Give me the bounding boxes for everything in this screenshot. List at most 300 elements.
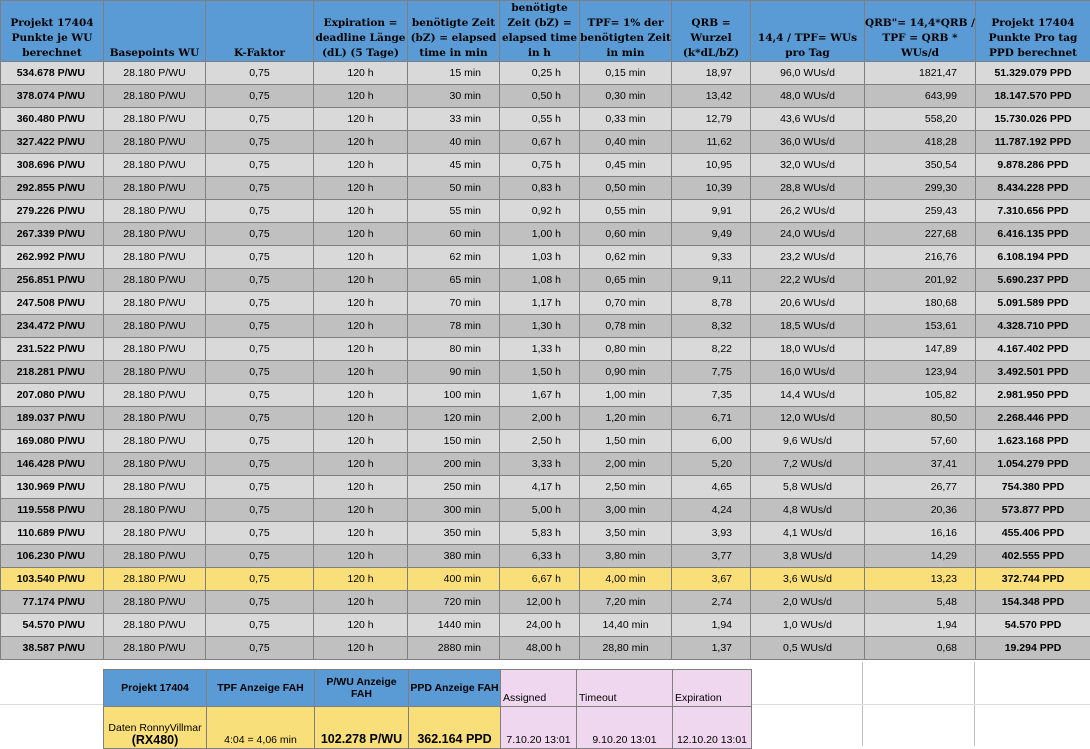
cell-elapsed-h[interactable]: 24,00 h [500,614,580,637]
cell-points-per-wu[interactable]: 234.472 P/WU [1,315,104,338]
cell-basepoints[interactable]: 28.180 P/WU [104,591,206,614]
cell-elapsed-h[interactable]: 1,00 h [500,223,580,246]
cell-qrb[interactable]: 18,97 [672,62,751,85]
cell-wus-per-day[interactable]: 28,8 WUs/d [751,177,865,200]
cell-basepoints[interactable]: 28.180 P/WU [104,131,206,154]
cell-qrb2[interactable]: 216,76 [865,246,976,269]
cell-k-factor[interactable]: 0,75 [206,637,314,660]
cell-wus-per-day[interactable]: 23,2 WUs/d [751,246,865,269]
cell-wus-per-day[interactable]: 43,6 WUs/d [751,108,865,131]
cell-basepoints[interactable]: 28.180 P/WU [104,154,206,177]
cell-expiration[interactable]: 120 h [314,499,408,522]
cell-basepoints[interactable]: 28.180 P/WU [104,637,206,660]
cell-qrb2[interactable]: 57,60 [865,430,976,453]
cell-k-factor[interactable]: 0,75 [206,384,314,407]
cell-qrb[interactable]: 3,67 [672,568,751,591]
cell-qrb2[interactable]: 643,99 [865,85,976,108]
cell-expiration[interactable]: 120 h [314,476,408,499]
cell-elapsed-min[interactable]: 2880 min [408,637,500,660]
cell-k-factor[interactable]: 0,75 [206,223,314,246]
cell-qrb[interactable]: 7,75 [672,361,751,384]
cell-k-factor[interactable]: 0,75 [206,315,314,338]
cell-wus-per-day[interactable]: 32,0 WUs/d [751,154,865,177]
cell-points-per-wu[interactable]: 189.037 P/WU [1,407,104,430]
cell-k-factor[interactable]: 0,75 [206,568,314,591]
cell-expiration[interactable]: 120 h [314,430,408,453]
cell-qrb[interactable]: 3,93 [672,522,751,545]
footer-assigned-value[interactable]: 7.10.20 13:01 [501,707,577,749]
cell-points-per-wu[interactable]: 106.230 P/WU [1,545,104,568]
cell-wus-per-day[interactable]: 12,0 WUs/d [751,407,865,430]
cell-tpf[interactable]: 28,80 min [580,637,672,660]
cell-qrb2[interactable]: 5,48 [865,591,976,614]
cell-ppd[interactable]: 2.268.446 PPD [976,407,1090,430]
cell-k-factor[interactable]: 0,75 [206,361,314,384]
cell-tpf[interactable]: 3,80 min [580,545,672,568]
cell-elapsed-min[interactable]: 120 min [408,407,500,430]
header-tpf[interactable]: TPF= 1% der benötigten Zeit in min [580,1,672,62]
cell-elapsed-min[interactable]: 250 min [408,476,500,499]
cell-ppd[interactable]: 18.147.570 PPD [976,85,1090,108]
cell-k-factor[interactable]: 0,75 [206,614,314,637]
cell-wus-per-day[interactable]: 3,6 WUs/d [751,568,865,591]
cell-qrb2[interactable]: 1,94 [865,614,976,637]
cell-expiration[interactable]: 120 h [314,154,408,177]
cell-expiration[interactable]: 120 h [314,131,408,154]
cell-elapsed-min[interactable]: 40 min [408,131,500,154]
cell-wus-per-day[interactable]: 4,8 WUs/d [751,499,865,522]
cell-elapsed-min[interactable]: 15 min [408,62,500,85]
cell-points-per-wu[interactable]: 267.339 P/WU [1,223,104,246]
cell-elapsed-h[interactable]: 6,67 h [500,568,580,591]
cell-elapsed-h[interactable]: 3,33 h [500,453,580,476]
cell-wus-per-day[interactable]: 2,0 WUs/d [751,591,865,614]
cell-qrb2[interactable]: 153,61 [865,315,976,338]
cell-elapsed-h[interactable]: 2,00 h [500,407,580,430]
cell-elapsed-min[interactable]: 300 min [408,499,500,522]
cell-ppd[interactable]: 3.492.501 PPD [976,361,1090,384]
cell-qrb[interactable]: 4,24 [672,499,751,522]
cell-wus-per-day[interactable]: 96,0 WUs/d [751,62,865,85]
cell-k-factor[interactable]: 0,75 [206,85,314,108]
cell-expiration[interactable]: 120 h [314,591,408,614]
cell-elapsed-min[interactable]: 350 min [408,522,500,545]
cell-elapsed-min[interactable]: 720 min [408,591,500,614]
cell-basepoints[interactable]: 28.180 P/WU [104,246,206,269]
cell-basepoints[interactable]: 28.180 P/WU [104,338,206,361]
cell-basepoints[interactable]: 28.180 P/WU [104,108,206,131]
cell-points-per-wu[interactable]: 169.080 P/WU [1,430,104,453]
cell-ppd[interactable]: 372.744 PPD [976,568,1090,591]
cell-wus-per-day[interactable]: 22,2 WUs/d [751,269,865,292]
cell-qrb2[interactable]: 16,16 [865,522,976,545]
cell-qrb2[interactable]: 227,68 [865,223,976,246]
cell-ppd[interactable]: 19.294 PPD [976,637,1090,660]
cell-elapsed-h[interactable]: 1,30 h [500,315,580,338]
cell-expiration[interactable]: 120 h [314,62,408,85]
cell-tpf[interactable]: 1,00 min [580,384,672,407]
header-elapsed-h[interactable]: benötigte Zeit (bZ) = elapsed time in h [500,1,580,62]
cell-ppd[interactable]: 8.434.228 PPD [976,177,1090,200]
cell-points-per-wu[interactable]: 54.570 P/WU [1,614,104,637]
cell-basepoints[interactable]: 28.180 P/WU [104,476,206,499]
cell-elapsed-h[interactable]: 0,55 h [500,108,580,131]
cell-basepoints[interactable]: 28.180 P/WU [104,430,206,453]
cell-tpf[interactable]: 0,55 min [580,200,672,223]
cell-points-per-wu[interactable]: 207.080 P/WU [1,384,104,407]
cell-tpf[interactable]: 3,50 min [580,522,672,545]
cell-wus-per-day[interactable]: 18,5 WUs/d [751,315,865,338]
footer-pwu-value[interactable]: 102.278 P/WU [315,707,409,749]
cell-wus-per-day[interactable]: 7,2 WUs/d [751,453,865,476]
cell-qrb2[interactable]: 37,41 [865,453,976,476]
header-k-factor[interactable]: K-Faktor [206,1,314,62]
cell-elapsed-h[interactable]: 48,00 h [500,637,580,660]
cell-qrb[interactable]: 1,94 [672,614,751,637]
cell-elapsed-h[interactable]: 1,17 h [500,292,580,315]
cell-ppd[interactable]: 455.406 PPD [976,522,1090,545]
cell-elapsed-h[interactable]: 0,50 h [500,85,580,108]
cell-tpf[interactable]: 7,20 min [580,591,672,614]
cell-qrb2[interactable]: 558,20 [865,108,976,131]
cell-elapsed-min[interactable]: 78 min [408,315,500,338]
cell-ppd[interactable]: 1.623.168 PPD [976,430,1090,453]
cell-points-per-wu[interactable]: 218.281 P/WU [1,361,104,384]
cell-ppd[interactable]: 15.730.026 PPD [976,108,1090,131]
cell-wus-per-day[interactable]: 5,8 WUs/d [751,476,865,499]
cell-elapsed-min[interactable]: 150 min [408,430,500,453]
cell-qrb[interactable]: 8,22 [672,338,751,361]
cell-qrb[interactable]: 5,20 [672,453,751,476]
cell-expiration[interactable]: 120 h [314,361,408,384]
cell-qrb2[interactable]: 20,36 [865,499,976,522]
cell-expiration[interactable]: 120 h [314,637,408,660]
cell-ppd[interactable]: 4.328.710 PPD [976,315,1090,338]
cell-elapsed-min[interactable]: 55 min [408,200,500,223]
cell-wus-per-day[interactable]: 26,2 WUs/d [751,200,865,223]
cell-k-factor[interactable]: 0,75 [206,108,314,131]
cell-tpf[interactable]: 0,65 min [580,269,672,292]
cell-qrb[interactable]: 6,00 [672,430,751,453]
cell-qrb[interactable]: 9,49 [672,223,751,246]
cell-tpf[interactable]: 3,00 min [580,499,672,522]
cell-qrb2[interactable]: 14,29 [865,545,976,568]
cell-wus-per-day[interactable]: 18,0 WUs/d [751,338,865,361]
header-elapsed-min[interactable]: benötigte Zeit (bZ) = elapsed time in min [408,1,500,62]
cell-wus-per-day[interactable]: 48,0 WUs/d [751,85,865,108]
cell-expiration[interactable]: 120 h [314,177,408,200]
cell-basepoints[interactable]: 28.180 P/WU [104,177,206,200]
cell-qrb2[interactable]: 105,82 [865,384,976,407]
cell-qrb[interactable]: 8,78 [672,292,751,315]
cell-tpf[interactable]: 0,40 min [580,131,672,154]
cell-elapsed-h[interactable]: 1,08 h [500,269,580,292]
cell-expiration[interactable]: 120 h [314,223,408,246]
cell-elapsed-min[interactable]: 380 min [408,545,500,568]
cell-ppd[interactable]: 6.416.135 PPD [976,223,1090,246]
cell-expiration[interactable]: 120 h [314,453,408,476]
cell-qrb2[interactable]: 259,43 [865,200,976,223]
cell-elapsed-h[interactable]: 0,67 h [500,131,580,154]
cell-elapsed-min[interactable]: 30 min [408,85,500,108]
cell-basepoints[interactable]: 28.180 P/WU [104,614,206,637]
header-expiration[interactable]: Expiration = deadline Länge (dL) (5 Tage) [314,1,408,62]
cell-k-factor[interactable]: 0,75 [206,131,314,154]
footer-header-project[interactable]: Projekt 17404 [104,670,207,707]
cell-basepoints[interactable]: 28.180 P/WU [104,223,206,246]
cell-tpf[interactable]: 2,50 min [580,476,672,499]
footer-expiration-value[interactable]: 12.10.20 13:01 [673,707,752,749]
cell-ppd[interactable]: 5.690.237 PPD [976,269,1090,292]
cell-basepoints[interactable]: 28.180 P/WU [104,269,206,292]
cell-ppd[interactable]: 1.054.279 PPD [976,453,1090,476]
cell-expiration[interactable]: 120 h [314,614,408,637]
cell-wus-per-day[interactable]: 24,0 WUs/d [751,223,865,246]
cell-elapsed-h[interactable]: 0,25 h [500,62,580,85]
header-points-per-wu[interactable]: Projekt 17404 Punkte je WU berechnet [1,1,104,62]
cell-points-per-wu[interactable]: 146.428 P/WU [1,453,104,476]
cell-k-factor[interactable]: 0,75 [206,62,314,85]
cell-basepoints[interactable]: 28.180 P/WU [104,292,206,315]
cell-basepoints[interactable]: 28.180 P/WU [104,499,206,522]
cell-basepoints[interactable]: 28.180 P/WU [104,200,206,223]
cell-elapsed-h[interactable]: 2,50 h [500,430,580,453]
cell-ppd[interactable]: 11.787.192 PPD [976,131,1090,154]
cell-points-per-wu[interactable]: 38.587 P/WU [1,637,104,660]
cell-qrb2[interactable]: 201,92 [865,269,976,292]
cell-expiration[interactable]: 120 h [314,269,408,292]
cell-elapsed-h[interactable]: 1,33 h [500,338,580,361]
cell-qrb[interactable]: 2,74 [672,591,751,614]
cell-qrb2[interactable]: 123,94 [865,361,976,384]
cell-qrb[interactable]: 7,35 [672,384,751,407]
cell-expiration[interactable]: 120 h [314,315,408,338]
cell-qrb[interactable]: 9,33 [672,246,751,269]
cell-ppd[interactable]: 573.877 PPD [976,499,1090,522]
cell-points-per-wu[interactable]: 308.696 P/WU [1,154,104,177]
cell-elapsed-h[interactable]: 0,83 h [500,177,580,200]
cell-k-factor[interactable]: 0,75 [206,407,314,430]
cell-elapsed-h[interactable]: 12,00 h [500,591,580,614]
cell-elapsed-h[interactable]: 0,75 h [500,154,580,177]
cell-ppd[interactable]: 6.108.194 PPD [976,246,1090,269]
cell-ppd[interactable]: 7.310.656 PPD [976,200,1090,223]
cell-expiration[interactable]: 120 h [314,200,408,223]
cell-elapsed-min[interactable]: 62 min [408,246,500,269]
cell-ppd[interactable]: 54.570 PPD [976,614,1090,637]
cell-qrb[interactable]: 10,95 [672,154,751,177]
cell-elapsed-h[interactable]: 6,33 h [500,545,580,568]
cell-qrb[interactable]: 6,71 [672,407,751,430]
cell-tpf[interactable]: 0,15 min [580,62,672,85]
header-qrb2[interactable]: QRB"= 14,4*QRB / TPF = QRB * WUs/d [865,1,976,62]
cell-elapsed-min[interactable]: 80 min [408,338,500,361]
footer-timeout-value[interactable]: 9.10.20 13:01 [577,707,673,749]
cell-tpf[interactable]: 1,20 min [580,407,672,430]
cell-points-per-wu[interactable]: 103.540 P/WU [1,568,104,591]
cell-tpf[interactable]: 0,60 min [580,223,672,246]
cell-basepoints[interactable]: 28.180 P/WU [104,407,206,430]
cell-basepoints[interactable]: 28.180 P/WU [104,522,206,545]
cell-tpf[interactable]: 0,33 min [580,108,672,131]
cell-ppd[interactable]: 2.981.950 PPD [976,384,1090,407]
cell-wus-per-day[interactable]: 16,0 WUs/d [751,361,865,384]
cell-tpf[interactable]: 0,70 min [580,292,672,315]
cell-elapsed-min[interactable]: 200 min [408,453,500,476]
cell-k-factor[interactable]: 0,75 [206,292,314,315]
cell-elapsed-min[interactable]: 45 min [408,154,500,177]
cell-expiration[interactable]: 120 h [314,568,408,591]
cell-expiration[interactable]: 120 h [314,108,408,131]
cell-points-per-wu[interactable]: 327.422 P/WU [1,131,104,154]
cell-wus-per-day[interactable]: 0,5 WUs/d [751,637,865,660]
cell-ppd[interactable]: 9.878.286 PPD [976,154,1090,177]
cell-qrb[interactable]: 1,37 [672,637,751,660]
cell-qrb2[interactable]: 26,77 [865,476,976,499]
cell-qrb[interactable]: 11,62 [672,131,751,154]
cell-k-factor[interactable]: 0,75 [206,269,314,292]
cell-points-per-wu[interactable]: 360.480 P/WU [1,108,104,131]
header-qrb[interactable]: QRB = Wurzel (k*dL/bZ) [672,1,751,62]
cell-k-factor[interactable]: 0,75 [206,499,314,522]
cell-qrb2[interactable]: 418,28 [865,131,976,154]
cell-qrb[interactable]: 12,79 [672,108,751,131]
cell-tpf[interactable]: 0,45 min [580,154,672,177]
cell-basepoints[interactable]: 28.180 P/WU [104,361,206,384]
footer-daten-cell[interactable] [104,707,207,749]
cell-qrb2[interactable]: 299,30 [865,177,976,200]
cell-qrb[interactable]: 4,65 [672,476,751,499]
cell-basepoints[interactable]: 28.180 P/WU [104,62,206,85]
cell-points-per-wu[interactable]: 262.992 P/WU [1,246,104,269]
cell-k-factor[interactable]: 0,75 [206,177,314,200]
cell-qrb[interactable]: 3,77 [672,545,751,568]
cell-ppd[interactable]: 402.555 PPD [976,545,1090,568]
cell-tpf[interactable]: 0,80 min [580,338,672,361]
cell-elapsed-h[interactable]: 1,03 h [500,246,580,269]
cell-elapsed-h[interactable]: 5,83 h [500,522,580,545]
cell-expiration[interactable]: 120 h [314,292,408,315]
cell-ppd[interactable]: 5.091.589 PPD [976,292,1090,315]
cell-qrb2[interactable]: 1821,47 [865,62,976,85]
footer-header-expiration[interactable]: Expiration [673,670,752,707]
cell-points-per-wu[interactable]: 110.689 P/WU [1,522,104,545]
cell-points-per-wu[interactable]: 292.855 P/WU [1,177,104,200]
footer-header-timeout[interactable]: Timeout [577,670,673,707]
cell-wus-per-day[interactable]: 9,6 WUs/d [751,430,865,453]
cell-expiration[interactable]: 120 h [314,246,408,269]
cell-elapsed-min[interactable]: 50 min [408,177,500,200]
cell-expiration[interactable]: 120 h [314,338,408,361]
cell-elapsed-min[interactable]: 90 min [408,361,500,384]
cell-expiration[interactable]: 120 h [314,407,408,430]
cell-elapsed-min[interactable]: 400 min [408,568,500,591]
cell-qrb[interactable]: 10,39 [672,177,751,200]
cell-ppd[interactable]: 51.329.079 PPD [976,62,1090,85]
cell-tpf[interactable]: 1,50 min [580,430,672,453]
cell-qrb[interactable]: 9,91 [672,200,751,223]
cell-tpf[interactable]: 0,62 min [580,246,672,269]
cell-k-factor[interactable]: 0,75 [206,200,314,223]
footer-header-tpf[interactable]: TPF Anzeige FAH [207,670,315,707]
cell-basepoints[interactable]: 28.180 P/WU [104,315,206,338]
footer-ppd-value[interactable]: 362.164 PPD [409,707,501,749]
cell-points-per-wu[interactable]: 231.522 P/WU [1,338,104,361]
cell-elapsed-h[interactable]: 5,00 h [500,499,580,522]
cell-tpf[interactable]: 0,30 min [580,85,672,108]
cell-k-factor[interactable]: 0,75 [206,453,314,476]
cell-qrb2[interactable]: 147,89 [865,338,976,361]
cell-elapsed-min[interactable]: 70 min [408,292,500,315]
cell-k-factor[interactable]: 0,75 [206,246,314,269]
cell-ppd[interactable]: 154.348 PPD [976,591,1090,614]
cell-points-per-wu[interactable]: 534.678 P/WU [1,62,104,85]
cell-k-factor[interactable]: 0,75 [206,154,314,177]
footer-header-assigned[interactable]: Assigned [501,670,577,707]
cell-expiration[interactable]: 120 h [314,522,408,545]
cell-qrb2[interactable]: 0,68 [865,637,976,660]
cell-elapsed-min[interactable]: 65 min [408,269,500,292]
cell-qrb2[interactable]: 350,54 [865,154,976,177]
cell-qrb2[interactable]: 13,23 [865,568,976,591]
cell-points-per-wu[interactable]: 279.226 P/WU [1,200,104,223]
cell-wus-per-day[interactable]: 14,4 WUs/d [751,384,865,407]
cell-basepoints[interactable]: 28.180 P/WU [104,453,206,476]
cell-k-factor[interactable]: 0,75 [206,338,314,361]
cell-points-per-wu[interactable]: 119.558 P/WU [1,499,104,522]
cell-qrb[interactable]: 9,11 [672,269,751,292]
cell-points-per-wu[interactable]: 130.969 P/WU [1,476,104,499]
cell-elapsed-min[interactable]: 60 min [408,223,500,246]
cell-qrb2[interactable]: 80,50 [865,407,976,430]
cell-tpf[interactable]: 4,00 min [580,568,672,591]
cell-k-factor[interactable]: 0,75 [206,476,314,499]
cell-ppd[interactable]: 754.380 PPD [976,476,1090,499]
cell-wus-per-day[interactable]: 3,8 WUs/d [751,545,865,568]
cell-elapsed-h[interactable]: 1,50 h [500,361,580,384]
cell-k-factor[interactable]: 0,75 [206,522,314,545]
cell-elapsed-h[interactable]: 0,92 h [500,200,580,223]
cell-points-per-wu[interactable]: 378.074 P/WU [1,85,104,108]
cell-elapsed-h[interactable]: 1,67 h [500,384,580,407]
cell-tpf[interactable]: 0,78 min [580,315,672,338]
cell-tpf[interactable]: 0,90 min [580,361,672,384]
cell-k-factor[interactable]: 0,75 [206,430,314,453]
cell-basepoints[interactable]: 28.180 P/WU [104,384,206,407]
cell-points-per-wu[interactable]: 247.508 P/WU [1,292,104,315]
cell-k-factor[interactable]: 0,75 [206,545,314,568]
cell-tpf[interactable]: 0,50 min [580,177,672,200]
cell-basepoints[interactable]: 28.180 P/WU [104,568,206,591]
cell-expiration[interactable]: 120 h [314,545,408,568]
header-basepoints[interactable]: Basepoints WU [104,1,206,62]
header-wus-per-day[interactable]: 14,4 / TPF= WUs pro Tag [751,1,865,62]
cell-elapsed-h[interactable]: 4,17 h [500,476,580,499]
cell-qrb[interactable]: 13,42 [672,85,751,108]
footer-header-pwu[interactable]: P/WU Anzeige FAH [315,670,409,707]
cell-k-factor[interactable]: 0,75 [206,591,314,614]
cell-ppd[interactable]: 4.167.402 PPD [976,338,1090,361]
header-ppd[interactable]: Projekt 17404 Punkte Pro tag PPD berechnet [976,1,1090,62]
cell-tpf[interactable]: 14,40 min [580,614,672,637]
cell-expiration[interactable]: 120 h [314,85,408,108]
cell-elapsed-min[interactable]: 1440 min [408,614,500,637]
cell-wus-per-day[interactable]: 4,1 WUs/d [751,522,865,545]
cell-wus-per-day[interactable]: 36,0 WUs/d [751,131,865,154]
footer-tpf-value[interactable]: 4:04 = 4,06 min [207,707,315,749]
cell-points-per-wu[interactable]: 77.174 P/WU [1,591,104,614]
cell-basepoints[interactable]: 28.180 P/WU [104,545,206,568]
